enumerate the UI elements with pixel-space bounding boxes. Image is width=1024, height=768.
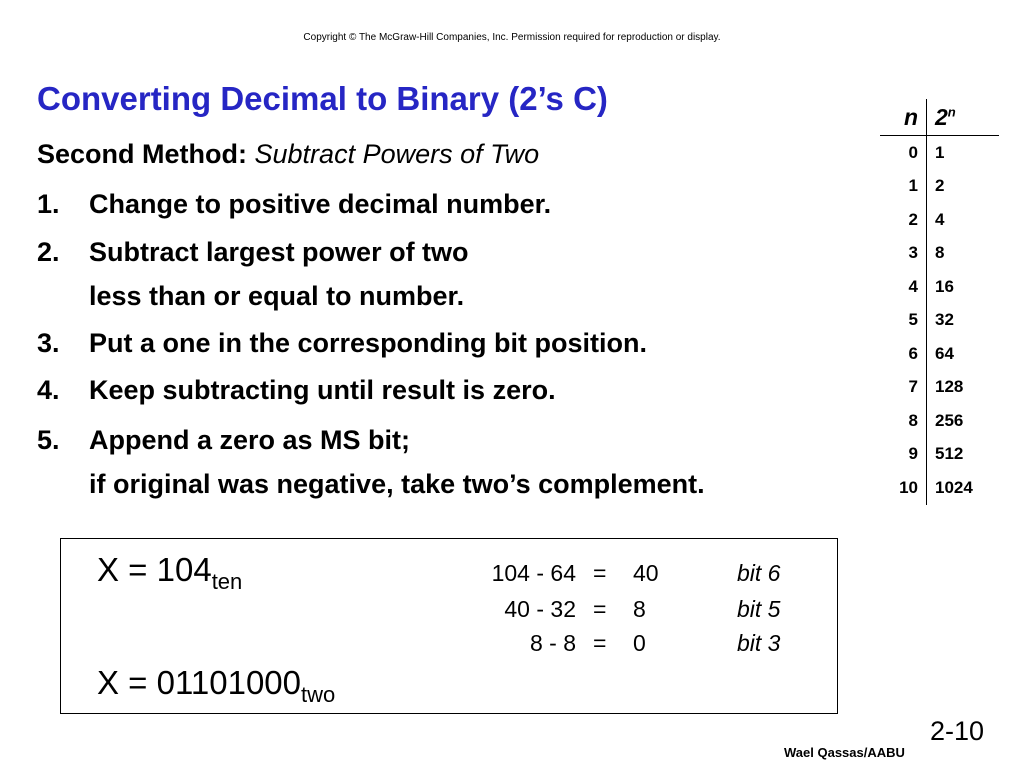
copyright-notice: Copyright © The McGraw-Hill Companies, Inc. Permission required for reproduction or display. bbox=[303, 32, 721, 43]
power-n-cell: 4 bbox=[880, 270, 927, 304]
table-row bbox=[880, 270, 999, 304]
power-n-cell: 1 bbox=[880, 170, 927, 204]
table-row bbox=[880, 371, 999, 405]
binary-x-line: $X = 01101000_{two}$ bbox=[97, 664, 336, 707]
table-row bbox=[880, 304, 999, 338]
calc-equals: = bbox=[593, 560, 607, 586]
calc-expression: 40 - 32 bbox=[504, 596, 576, 622]
calc-equals: = bbox=[593, 630, 607, 656]
author-credit: Wael Qassas/AABU bbox=[784, 745, 905, 760]
table-row bbox=[880, 237, 999, 271]
calc-result: 0 bbox=[633, 630, 646, 656]
table-header-row bbox=[880, 99, 999, 136]
decimal-x-line: $X = 104_{ten}$ bbox=[97, 551, 243, 594]
step-number: 4. bbox=[37, 375, 60, 405]
decimal-subscript: ten bbox=[211, 569, 243, 594]
step-text: less than or equal to number. bbox=[89, 281, 465, 311]
power-n-cell: 10 bbox=[880, 471, 927, 505]
step-text: Change to positive decimal number. bbox=[89, 189, 552, 219]
power-value-cell: 16 bbox=[935, 276, 954, 296]
step-item bbox=[37, 321, 647, 365]
calc-bit: bit 6 bbox=[737, 560, 781, 586]
calc-bit: bit 5 bbox=[737, 596, 781, 622]
power-value-cell: 8 bbox=[935, 243, 945, 263]
binary-subscript: two bbox=[301, 682, 336, 707]
power-n-cell: 5 bbox=[880, 304, 927, 338]
step-text: Append a zero as MS bit; bbox=[89, 425, 411, 455]
step-item bbox=[37, 368, 556, 412]
power-value-cell: 64 bbox=[935, 343, 954, 363]
calc-result: 40 bbox=[633, 560, 659, 586]
header-power: 2$^n$ bbox=[927, 99, 1000, 136]
powers-of-two-table bbox=[880, 99, 999, 505]
calc-expression: 104 - 64 bbox=[491, 560, 576, 586]
slide-title: Converting Decimal to Binary (2’s C) bbox=[37, 80, 608, 117]
example-box bbox=[60, 538, 838, 714]
power-value-cell: 4 bbox=[935, 209, 945, 229]
power-value-cell: 128 bbox=[935, 377, 964, 397]
calc-result: 8 bbox=[633, 596, 646, 622]
calc-equals: = bbox=[593, 596, 607, 622]
power-n-cell: 9 bbox=[880, 438, 927, 472]
table-row bbox=[880, 136, 999, 170]
table-row bbox=[880, 471, 999, 505]
calc-bit: bit 3 bbox=[737, 630, 781, 656]
decimal-value: 104 bbox=[156, 551, 212, 588]
power-n-cell: 6 bbox=[880, 337, 927, 371]
power-value-cell: 32 bbox=[935, 310, 954, 330]
power-n-cell: 0 bbox=[880, 136, 927, 170]
step-item bbox=[37, 230, 469, 318]
step-text: Keep subtracting until result is zero. bbox=[89, 375, 556, 405]
step-number: 1. bbox=[37, 189, 60, 219]
step-item bbox=[37, 182, 551, 226]
table-row bbox=[880, 203, 999, 237]
header-n: n bbox=[880, 99, 927, 136]
calc-expression: 8 - 8 bbox=[529, 630, 576, 656]
step-item bbox=[37, 418, 705, 506]
table-row bbox=[880, 170, 999, 204]
power-n-cell: 8 bbox=[880, 404, 927, 438]
binary-value: 01101000 bbox=[156, 664, 301, 701]
power-value-cell: 512 bbox=[935, 444, 964, 464]
table-row bbox=[880, 337, 999, 371]
power-n-cell: 2 bbox=[880, 203, 927, 237]
power-n-cell: 7 bbox=[880, 371, 927, 405]
subtitle-label: Second Method: bbox=[37, 139, 247, 169]
subtitle bbox=[37, 139, 539, 170]
table-row bbox=[880, 438, 999, 472]
power-value-cell: 1 bbox=[935, 142, 945, 162]
power-value-cell: 2 bbox=[935, 176, 945, 196]
power-n-cell: 3 bbox=[880, 237, 927, 271]
step-text: Put a one in the corresponding bit position. bbox=[89, 328, 647, 358]
step-number: 3. bbox=[37, 328, 60, 358]
table-row bbox=[880, 404, 999, 438]
step-text: if original was negative, take two’s complement. bbox=[89, 469, 705, 499]
subtitle-value: Subtract Powers of Two bbox=[254, 139, 540, 169]
page-number: 2-10 bbox=[930, 716, 985, 746]
step-number: 5. bbox=[37, 425, 60, 455]
step-text: Subtract largest power of two bbox=[89, 237, 469, 267]
power-value-cell: 256 bbox=[935, 410, 964, 430]
power-value-cell: 1024 bbox=[935, 477, 973, 497]
step-number: 2. bbox=[37, 237, 60, 267]
